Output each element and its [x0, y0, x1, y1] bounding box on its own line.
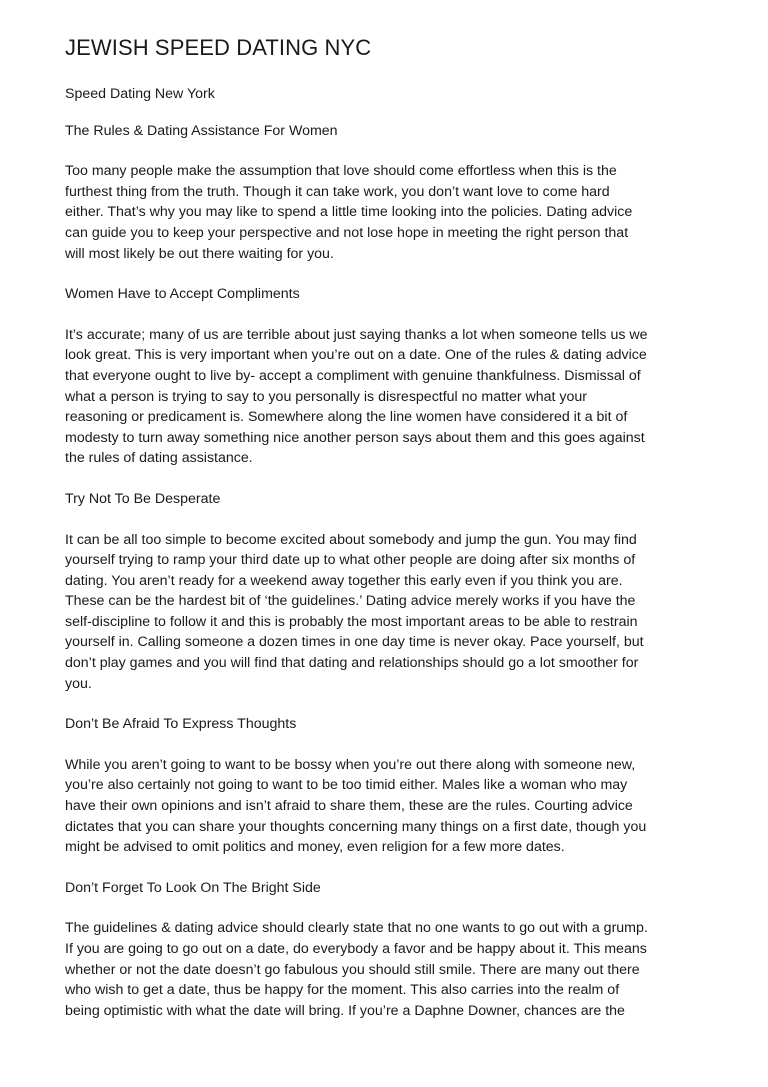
section-paragraph: [65, 161, 705, 264]
document-section: [65, 714, 705, 858]
paragraph-line: dictates that you can share your thoughts concerning many things on a first date, though you: [65, 818, 647, 835]
section-paragraph: [65, 530, 705, 695]
paragraph-line: who wish to get a date, thus be happy for the moment. This also carries into the realm of: [65, 982, 620, 999]
document-content: [65, 34, 705, 1041]
section-paragraph: [65, 918, 705, 1021]
paragraph-line: will most likely be out there waiting for you.: [65, 245, 334, 262]
paragraph-line: might be advised to omit politics and money, even religion for a few more dates.: [65, 839, 565, 856]
page-title: JEWISH SPEED DATING NYC: [65, 35, 372, 60]
paragraph-line: yourself in. Calling someone a dozen times in one day time is never okay. Pace yourself, but: [65, 634, 644, 651]
paragraph-line: you’re also certainly not going to want to be too timid either. Males like a woman who may: [65, 777, 628, 794]
paragraph-line: dating. You aren’t ready for a weekend away together this early even if you think you are.: [65, 572, 623, 589]
paragraph-line: being optimistic with what the date will bring. If you’re a Daphne Downer, chances are the: [65, 1002, 625, 1019]
section-paragraph: [65, 325, 705, 469]
paragraph-line: yourself trying to ramp your third date up to what other people are doing after six months of: [65, 552, 636, 569]
paragraph-line: self-discipline to follow it and this is probably the most important areas to be able to restrain: [65, 613, 638, 630]
document-section: [65, 878, 705, 1022]
paragraph-line: It can be all too simple to become excited about somebody and jump the gun. You may find: [65, 531, 637, 548]
paragraph-line: don’t play games and you will find that dating and relationships should go a lot smoother for: [65, 655, 639, 672]
paragraph-line: the rules of dating assistance.: [65, 450, 253, 467]
document-section: [65, 284, 705, 469]
paragraph-line: whether or not the date doesn’t go fabulous you should still smile. There are many out there: [65, 961, 640, 978]
paragraph-line: It’s accurate; many of us are terrible about just saying thanks a lot when someone tells us we: [65, 326, 648, 343]
paragraph-line: what a person is trying to say to you personally is disrespectful no matter what your: [65, 388, 588, 405]
paragraph-line: can guide you to keep your perspective and not lose hope in meeting the right person that: [65, 224, 629, 241]
document-sections: [65, 121, 705, 1022]
paragraph-line: that everyone ought to live by- accept a compliment with genuine thankfulness. Dismissal of: [65, 367, 641, 384]
paragraph-line: have their own opinions and isn’t afraid to share them, these are the rules. Courting advice: [65, 798, 633, 815]
paragraph-line: Too many people make the assumption that love should come effortless when this is the: [65, 163, 617, 180]
paragraph-line: you.: [65, 675, 92, 692]
paragraph-line: look great. This is very important when you’re out on a date. One of the rules & dating advice: [65, 347, 647, 364]
document-section: [65, 489, 705, 694]
section-heading: The Rules & Dating Assistance For Women: [65, 122, 338, 139]
section-heading: Women Have to Accept Compliments: [65, 286, 300, 303]
document-section: [65, 121, 705, 265]
paragraph-line: either. That’s why you may like to spend a little time looking into the policies. Dating advice: [65, 204, 633, 221]
section-heading: Don’t Forget To Look On The Bright Side: [65, 879, 321, 896]
document-subtitle: Speed Dating New York: [65, 86, 215, 102]
paragraph-line: furthest thing from the truth. Though it can take work, you don’t want love to come hard: [65, 183, 610, 200]
paragraph-line: These can be the hardest bit of ‘the guidelines.’ Dating advice merely works if you have the: [65, 593, 636, 610]
paragraph-line: If you are going to go out on a date, do everybody a favor and be happy about it. This means: [65, 941, 647, 957]
paragraph-line: modesty to turn away something nice another person says about them and this goes against: [65, 429, 645, 446]
paragraph-line: While you aren’t going to want to be bossy when you’re out there along with someone new,: [65, 756, 636, 773]
section-paragraph: [65, 755, 705, 858]
section-heading: Try Not To Be Desperate: [65, 490, 221, 507]
paragraph-line: The guidelines & dating advice should clearly state that no one wants to go out with a grump.: [65, 920, 648, 937]
section-heading: Don’t Be Afraid To Express Thoughts: [65, 716, 297, 733]
paragraph-line: reasoning or predicament is. Somewhere along the line women have considered it a bit of: [65, 409, 628, 426]
